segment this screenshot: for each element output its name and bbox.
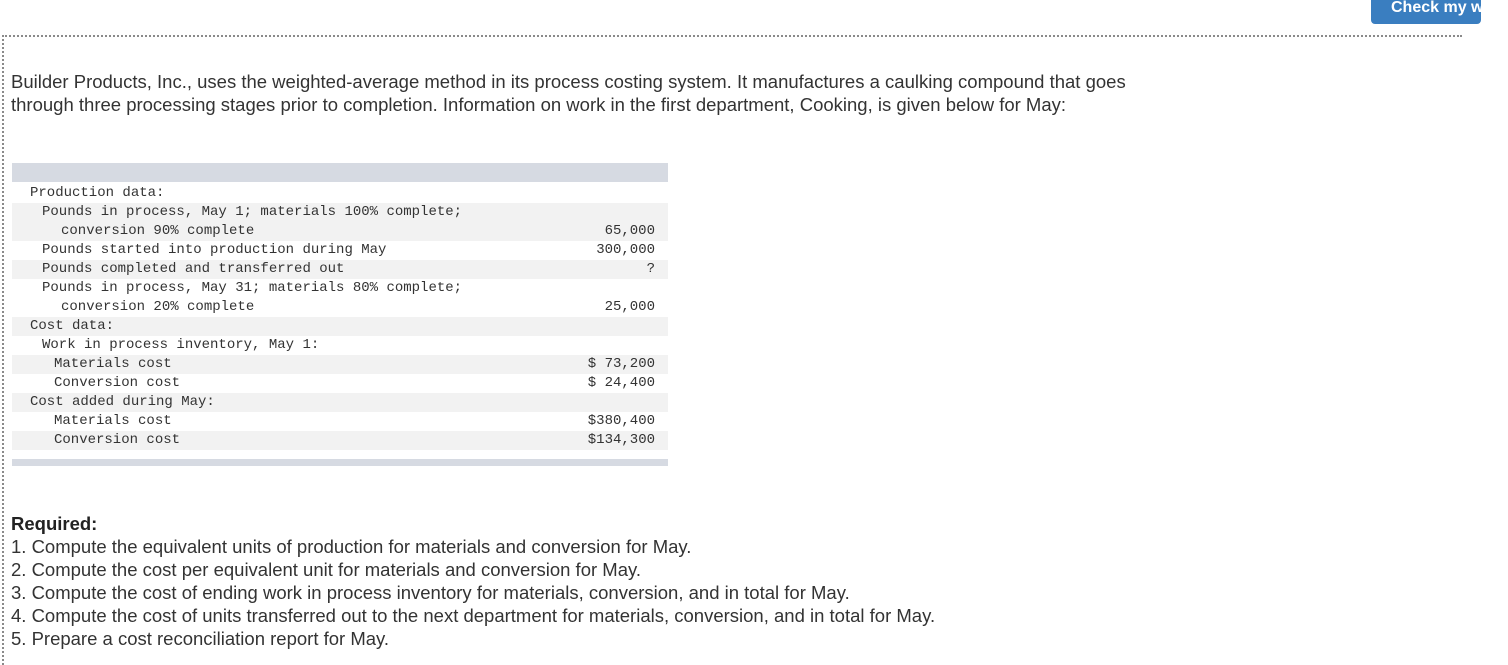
- row-label: Conversion cost: [54, 375, 181, 391]
- row-value: $380,400: [587, 413, 655, 429]
- table-row: [12, 260, 668, 279]
- row-label: conversion 20% complete: [61, 299, 255, 315]
- table-row: [12, 317, 668, 336]
- row-label: Materials cost: [54, 356, 172, 372]
- row-label: Cost data:: [30, 318, 115, 334]
- required-heading: Required:: [11, 513, 98, 534]
- table-row: [12, 298, 668, 317]
- row-value: 65,000: [604, 223, 655, 239]
- required-item: 4. Compute the cost of units transferred out to the next department for materials, conversion, and in total for May.: [11, 605, 936, 626]
- row-label: Cost added during May:: [30, 394, 215, 410]
- table-row: [12, 412, 668, 431]
- row-value: $134,300: [587, 432, 655, 448]
- row-label: Materials cost: [54, 413, 172, 429]
- check-my-work-button[interactable]: Check my work: [1371, 0, 1481, 24]
- table-row: [12, 355, 668, 374]
- table-row: [12, 336, 668, 355]
- problem-intro: Builder Products, Inc., uses the weighted-average method in its process costing system. It manufactures a caulking compound that goes through three processing stages prior to completion. Information on work in the first department, Cooking, is given below for May:: [11, 71, 1126, 115]
- row-label: Work in process inventory, May 1:: [42, 337, 320, 353]
- row-label: Conversion cost: [54, 432, 181, 448]
- table-row: [12, 279, 668, 298]
- row-value: 25,000: [604, 299, 655, 315]
- table-header-band: [12, 163, 668, 182]
- row-label: Pounds started into production during May: [42, 242, 387, 258]
- required-item: 3. Compute the cost of ending work in process inventory for materials, conversion, and in total for May.: [11, 582, 850, 603]
- table-row: [12, 203, 668, 222]
- required-item: 2. Compute the cost per equivalent unit for materials and conversion for May.: [11, 559, 642, 580]
- row-label: conversion 90% complete: [61, 223, 255, 239]
- row-label: Pounds completed and transferred out: [42, 261, 345, 277]
- required-item: 5. Prepare a cost reconciliation report for May.: [11, 628, 390, 649]
- row-value: $ 73,200: [587, 356, 655, 372]
- row-value: ?: [646, 261, 655, 277]
- table-row: [12, 241, 668, 260]
- table-row: [12, 431, 668, 450]
- table-row: [12, 184, 668, 203]
- row-value: 300,000: [596, 242, 655, 258]
- row-label: Production data:: [30, 185, 165, 201]
- row-label: Pounds in process, May 31; materials 80% complete;: [42, 280, 463, 296]
- row-label: Pounds in process, May 1; materials 100% complete;: [42, 204, 463, 220]
- table-row: [12, 393, 668, 412]
- table-footer-band: [12, 459, 668, 466]
- required-item: 1. Compute the equivalent units of production for materials and conversion for May.: [11, 536, 692, 557]
- data-table: [12, 163, 668, 466]
- table-row: [12, 222, 668, 241]
- table-row: [12, 374, 668, 393]
- row-value: $ 24,400: [587, 375, 655, 391]
- required-section: [11, 512, 935, 650]
